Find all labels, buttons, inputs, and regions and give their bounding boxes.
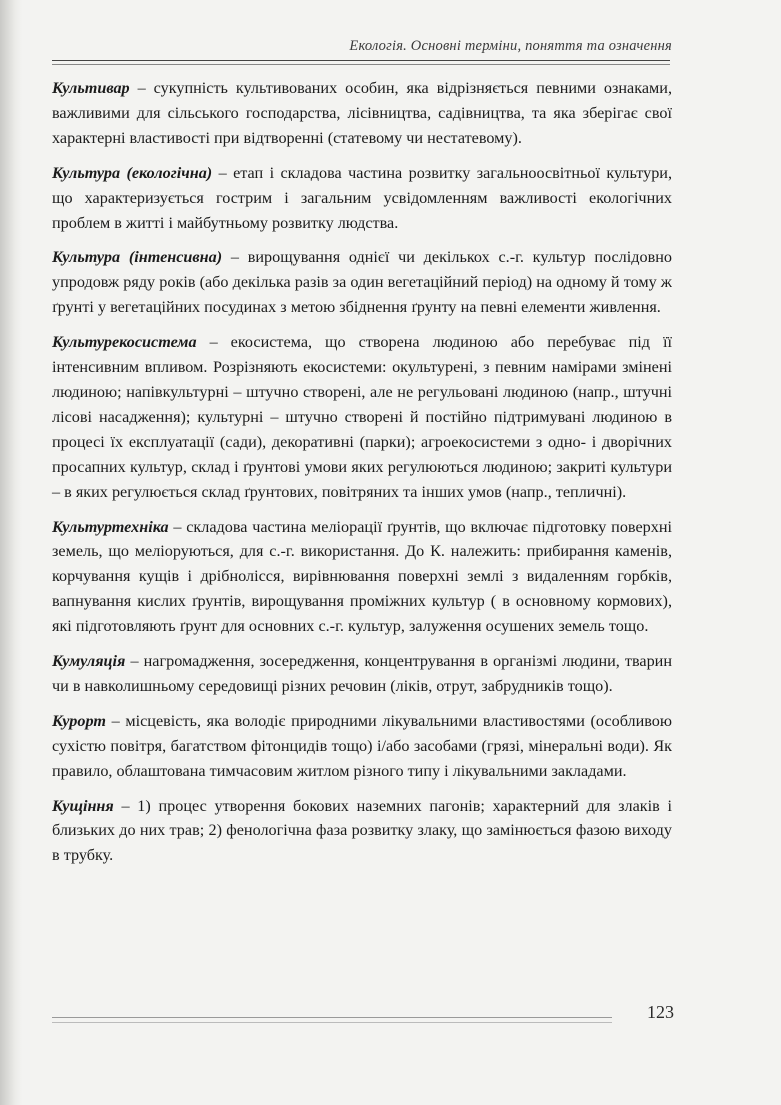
entry-term: Культивар: [52, 79, 130, 97]
entry-definition: – екосистема, що створена людиною або перебуває під її інтенсивним впливом. Розрізняють екосистеми: окультурені, з певним намірами змінені людиною; напівкультурні – штучно створені, але не регульовані людиною (напр., штучні лісові насадження); культурні – штучно створені й постійно підтримувані людиною в процесі їх експлуатації (сади), декоративні (парки); агроекосистеми з одно- і дворічних просапних культур, склад і ґрунтові умови яких регулюються людиною; закриті культури – в яких регулюється склад ґрунтових, повітряних та інших умов (напр., тепличні).: [52, 333, 672, 501]
entry-term: Культура (екологічна): [52, 163, 213, 182]
glossary-entry: [52, 76, 672, 151]
entry-definition: – вирощування однієї чи декількох с.-г. культур послідовно упродовж ряду років (або декілька разів за один вегетаційний період) на одному й тому ж ґрунті у вегетаційних посудинах з метою збіднення ґрунту на певні елементи живлення.: [52, 248, 672, 317]
footer-rule: [52, 1017, 612, 1018]
entry-term: Кумуляція: [52, 652, 126, 671]
glossary-entry: [52, 330, 672, 504]
entry-term: Культуртехніка: [52, 517, 169, 536]
entry-term: Кущіння: [52, 796, 114, 815]
glossary-entry: [52, 515, 672, 640]
entry-term: Культурекосистема: [52, 333, 197, 352]
entry-term: Культура (інтенсивна): [52, 248, 223, 267]
entry-definition: – нагромадження, зосередження, концентрування в організмі людини, тварин чи в навколишньому середовищі різних речовин (ліків, отрут, забрудників тощо).: [52, 652, 672, 695]
entry-definition: – складова частина меліорації ґрунтів, що включає підготовку поверхні земель, що меліоруються, для с.-г. використання. До К. належить: прибирання каменів, корчування кущів і дрібнолісся, вирівнювання поверхні землі з видаленням горбків, вапнування кислих ґрунтів, вирощування проміжних культур ( в основному кормових), які підготовляють ґрунт для основних с.-г. культур, залуження осушених земель тощо.: [52, 517, 672, 636]
glossary-entry: [52, 649, 672, 699]
header-rule-thin: [52, 64, 670, 65]
entry-definition: – сукупність культивованих особин, яка відрізняється певними ознаками, важливими для сільського господарства, лісівництва, садівництва, та яка зберігає свої характерні властивості при відтворенні (статевому чи нестатевому).: [52, 79, 672, 147]
glossary-entry: [52, 709, 672, 784]
header-rule: [52, 60, 670, 61]
entry-term: Курорт: [52, 711, 106, 730]
glossary-entry: [52, 245, 672, 320]
footer-rule-thin: [52, 1022, 612, 1023]
page-edge-shadow: [0, 0, 22, 1105]
page-number: 123: [647, 1002, 674, 1022]
glossary-entry: [52, 161, 672, 236]
glossary-body: [52, 76, 672, 878]
entry-definition: – 1) процес утворення бокових наземних пагонів; характерний для злаків і близьких до них трав; 2) фенологічна фаза розвитку злаку, що замінюється фазою виходу в трубку.: [52, 796, 672, 865]
entry-definition: – місцевість, яка володіє природними лікувальними властивостями (особливою сухістю повітря, багатством фітонцидів тощо) і/або засобами (грязі, мінеральні води). Як правило, облаштована тимчасовим житлом різного типу і лікувальними закладами.: [52, 711, 672, 780]
running-header: Екологія. Основні терміни, поняття та означення: [349, 38, 672, 54]
glossary-entry: [52, 794, 672, 869]
entry-definition: – етап і складова частина розвитку загальноосвітньої культури, що характеризується гострим і загальним усвідомленням важливості екологічних проблем в житті і майбутньому розвитку людства.: [52, 163, 673, 232]
